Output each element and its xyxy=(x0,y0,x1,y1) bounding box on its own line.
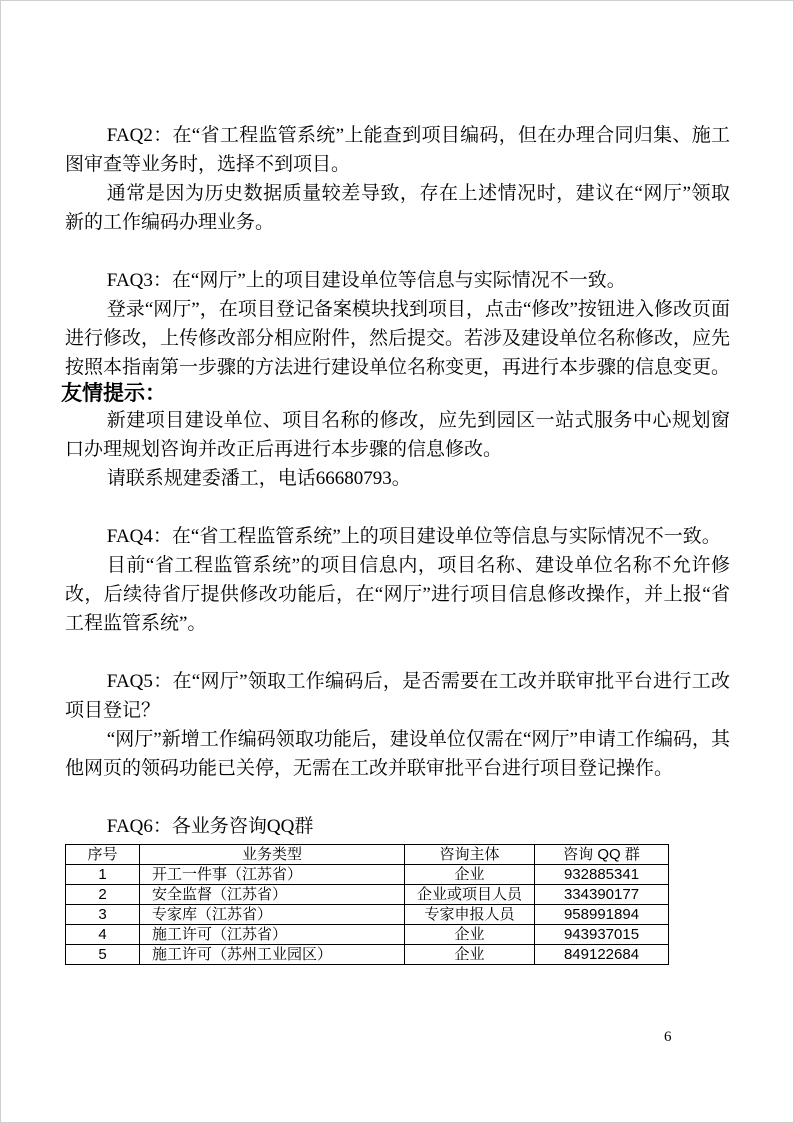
faq5-answer: “网厅”新增工作编码领取功能后，建设单位仅需在“网厅”申请工作编码，其他网页的领码功能已关停，无需在工改并联审批平台进行项目登记操作。 xyxy=(65,729,730,779)
business-type-cell: 施工许可（苏州工业园区） xyxy=(140,945,405,965)
qq-group-cell: 958991894 xyxy=(535,905,669,925)
header-consult-subject: 咨询主体 xyxy=(405,845,535,865)
qq-group-cell: 334390177 xyxy=(535,885,669,905)
notice-paragraph-2: 请联系规建委潘工，电话66680793。 xyxy=(106,468,411,489)
faq3-answer: 登录“网厅”，在项目登记备案模块找到项目，点击“修改”按钮进入修改页面进行修改，上传修改部分相应附件，然后提交。若涉及建设单位名称修改，应先按照本指南第一步骤的方法进行建设单位名称变更，再进行本步骤的信息变更。 xyxy=(65,299,731,378)
notice-section xyxy=(61,382,730,493)
table-header-row xyxy=(66,845,669,865)
notice-paragraph-1: 新建项目建设单位、项目名称的修改，应先到园区一站式服务中心规划窗口办理规划咨询并改正后再进行本步骤的信息修改。 xyxy=(65,410,730,460)
consult-subject-cell: 企业或项目人员 xyxy=(405,885,535,905)
table-row xyxy=(66,925,669,945)
table-row xyxy=(66,905,669,925)
table-row xyxy=(66,945,669,965)
header-serial: 序号 xyxy=(66,845,140,865)
qq-group-cell: 849122684 xyxy=(535,945,669,965)
consult-subject-cell: 企业 xyxy=(405,925,535,945)
faq4-question: FAQ4：在“省工程监管系统”上的项目建设单位等信息与实际情况不一致。 xyxy=(106,526,721,547)
faq2-question: FAQ2：在“省工程监管系统”上能查到项目编码，但在办理合同归集、施工图审查等业务时，选择不到项目。 xyxy=(65,125,730,175)
table-row xyxy=(66,885,669,905)
header-business-type: 业务类型 xyxy=(140,845,405,865)
faq2-answer: 通常是因为历史数据质量较差导致，存在上述情况时，建议在“网厅”领取新的工作编码办理业务。 xyxy=(65,183,730,233)
table-row xyxy=(66,865,669,885)
serial-cell: 2 xyxy=(66,885,140,905)
page-number: 6 xyxy=(664,1029,672,1045)
faq4-answer: 目前“省工程监管系统”的项目信息内，项目名称、建设单位名称不允许修改，后续待省厅提供修改功能后，在“网厅”进行项目信息修改操作，并上报“省工程监管系统”。 xyxy=(65,555,730,634)
faq5-section xyxy=(65,667,730,783)
faq5-question: FAQ5：在“网厅”领取工作编码后，是否需要在工改并联审批平台进行工改项目登记？ xyxy=(65,671,730,721)
faq3-section xyxy=(65,266,730,382)
consult-subject-cell: 专家申报人员 xyxy=(405,905,535,925)
business-type-cell: 开工一件事（江苏省） xyxy=(140,865,405,885)
serial-cell: 4 xyxy=(66,925,140,945)
qq-group-cell: 943937015 xyxy=(535,925,669,945)
header-qq-group: 咨询 QQ 群 xyxy=(535,845,669,865)
consult-subject-cell: 企业 xyxy=(405,945,535,965)
business-type-cell: 专家库（江苏省） xyxy=(140,905,405,925)
faq3-question: FAQ3：在“网厅”上的项目建设单位等信息与实际情况不一致。 xyxy=(106,270,626,291)
consult-subject-cell: 企业 xyxy=(405,865,535,885)
notice-title: 友情提示： xyxy=(61,382,166,405)
qq-group-cell: 932885341 xyxy=(535,865,669,885)
serial-cell: 5 xyxy=(66,945,140,965)
serial-cell: 3 xyxy=(66,905,140,925)
business-type-cell: 施工许可（江苏省） xyxy=(140,925,405,945)
business-type-cell: 安全监督（江苏省） xyxy=(140,885,405,905)
faq4-section xyxy=(65,522,730,638)
serial-cell: 1 xyxy=(66,865,140,885)
faq6-section xyxy=(65,812,730,965)
qq-group-table xyxy=(65,844,669,965)
faq6-title: FAQ6：各业务咨询QQ群 xyxy=(106,816,314,837)
faq2-section xyxy=(65,121,730,237)
